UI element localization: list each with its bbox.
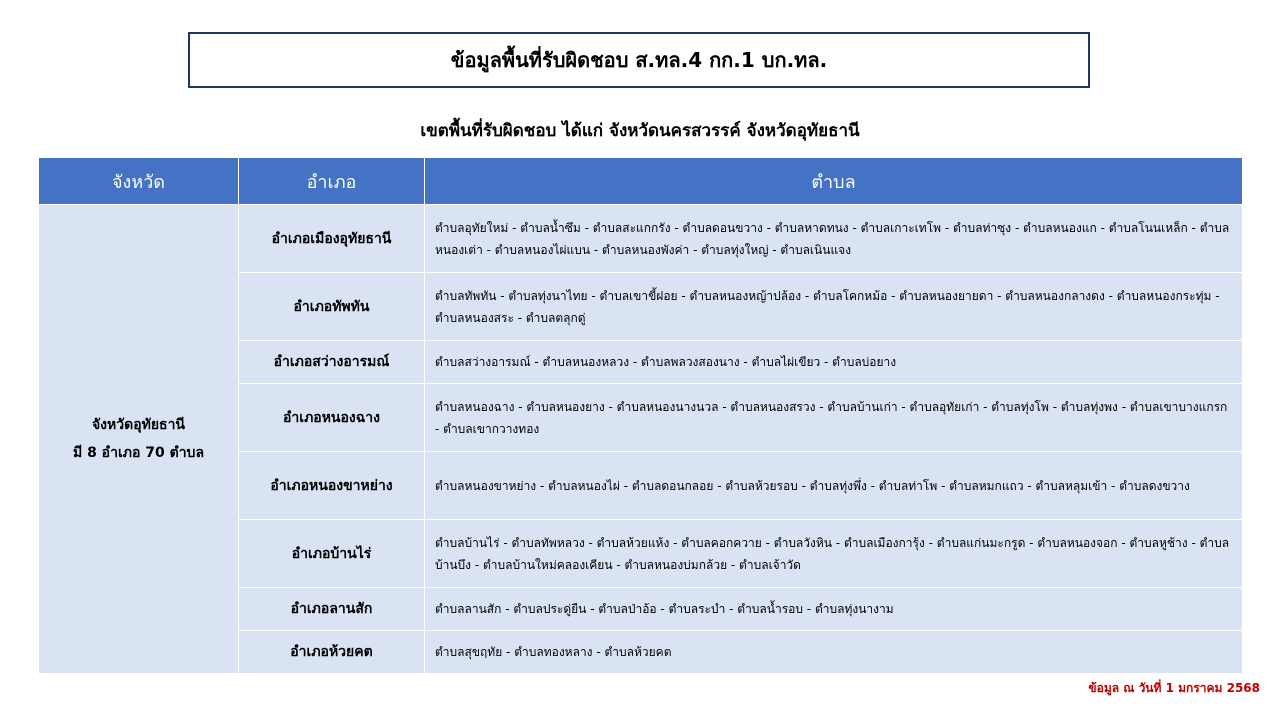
header-subdistrict: ตำบล xyxy=(425,158,1243,205)
district-cell: อำเภอสว่างอารมณ์ xyxy=(239,341,425,384)
header-district: อำเภอ xyxy=(239,158,425,205)
page-title xyxy=(188,32,1090,88)
subdistrict-cell: ตำบลหนองฉาง - ตำบลหนองยาง - ตำบลหนองนางนวล - ตำบลหนองสรวง - ตำบลบ้านเก่า - ตำบลอุทัยเก่า - ตำบลทุ่งโพ - ตำบลทุ่งพง - ตำบลเขาบางแกรก - ตำบลเขากวางทอง xyxy=(425,384,1243,452)
province-name: จังหวัดอุทัยธานี xyxy=(91,417,186,433)
subdistrict-cell: ตำบลสว่างอารมณ์ - ตำบลหนองหลวง - ตำบลพลวงสองนาง - ตำบลไผ่เขียว - ตำบลบ่อยาง xyxy=(425,341,1243,384)
page-title-text: ข้อมูลพื้นที่รับผิดชอบ ส.ทล.4 กก.1 บก.ทล. xyxy=(450,48,828,72)
district-cell: อำเภอห้วยคต xyxy=(239,631,425,674)
subdistrict-cell: ตำบลหนองขาหย่าง - ตำบลหนองไผ่ - ตำบลดอนกลอย - ตำบลห้วยรอบ - ตำบลทุ่งพึ่ง - ตำบลท่าโพ - ตำบลหมกแถว - ตำบลหลุมเข้า - ตำบลดงขวาง xyxy=(425,452,1243,520)
responsibility-table xyxy=(38,157,1243,674)
district-cell: อำเภอหนองฉาง xyxy=(239,384,425,452)
subdistrict-cell: ตำบลทัพทัน - ตำบลทุ่งนาไทย - ตำบลเขาขี้ฝอย - ตำบลหนองหญ้าปล้อง - ตำบลโคกหม้อ - ตำบลหนองยายดา - ตำบลหนองกลางดง - ตำบลหนองกระทุ่ม - ตำบลหนองสระ - ตำบลตลุกดู่ xyxy=(425,273,1243,341)
subdistrict-cell: ตำบลอุทัยใหม่ - ตำบลน้ำซึม - ตำบลสะแกกรัง - ตำบลดอนขวาง - ตำบลหาดทนง - ตำบลเกาะเทโพ - ตำบลท่าซุง - ตำบลหนองแก - ตำบลโนนเหล็ก - ตำบลหนองเต่า - ตำบลหนองไผ่แบน - ตำบลหนองพังค่า - ตำบลทุ่งใหญ่ - ตำบลเนินแจง xyxy=(425,205,1243,273)
province-summary: มี 8 อำเภอ 70 ตำบล xyxy=(72,445,205,461)
data-date-note: ข้อมูล ณ วันที่ 1 มกราคม 2568 xyxy=(1088,681,1260,695)
district-cell: อำเภอลานสัก xyxy=(239,588,425,631)
subdistrict-cell: ตำบลบ้านไร่ - ตำบลทัพหลวง - ตำบลห้วยแห้ง - ตำบลคอกควาย - ตำบลวังหิน - ตำบลเมืองการุ้ง - ตำบลแก่นมะกรูด - ตำบลหนองจอก - ตำบลหูช้าง - ตำบลบ้านบึง - ตำบลบ้านใหม่คลองเคียน - ตำบลหนองบ่มกล้วย - ตำบลเจ้าวัด xyxy=(425,520,1243,588)
district-cell: อำเภอทัพทัน xyxy=(239,273,425,341)
subdistrict-cell: ตำบลสุขฤทัย - ตำบลทองหลาง - ตำบลห้วยคต xyxy=(425,631,1243,674)
district-cell: อำเภอหนองขาหย่าง xyxy=(239,452,425,520)
page-subtitle: เขตพื้นที่รับผิดชอบ ได้แก่ จังหวัดนครสวรรค์ จังหวัดอุทัยธานี xyxy=(420,121,860,141)
district-cell: อำเภอเมืองอุทัยธานี xyxy=(239,205,425,273)
table-header-row xyxy=(39,158,1243,205)
subdistrict-cell: ตำบลลานสัก - ตำบลประดู่ยืน - ตำบลป่าอ้อ - ตำบลระบำ - ตำบลน้ำรอบ - ตำบลทุ่งนางาม xyxy=(425,588,1243,631)
header-province: จังหวัด xyxy=(39,158,239,205)
district-cell: อำเภอบ้านไร่ xyxy=(239,520,425,588)
province-cell xyxy=(39,205,239,674)
table-row xyxy=(39,205,1243,273)
